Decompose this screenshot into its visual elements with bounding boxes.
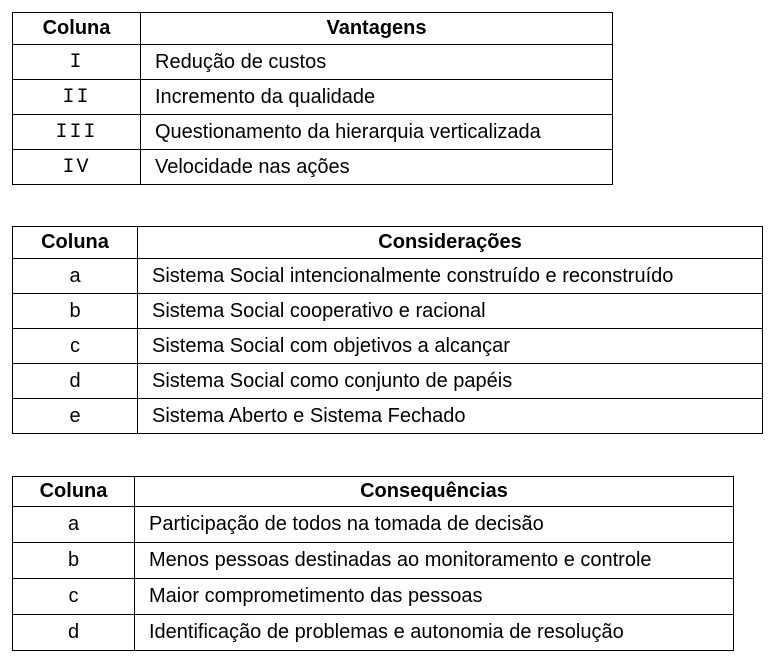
row-text: Identificação de problemas e autonomia de resolução: [135, 615, 734, 651]
table-header-row: [13, 477, 734, 507]
table-row: [13, 115, 613, 150]
row-key: e: [13, 399, 138, 434]
column-header-consequencias: Consequências: [135, 477, 734, 507]
column-header-coluna: Coluna: [13, 477, 135, 507]
table-row: [13, 259, 763, 294]
table-header-row: [13, 227, 763, 259]
row-key: a: [13, 259, 138, 294]
row-key: d: [13, 615, 135, 651]
column-header-coluna: Coluna: [13, 13, 141, 45]
vantagens-table: [12, 12, 613, 185]
column-header-vantagens: Vantagens: [141, 13, 613, 45]
row-text: Sistema Aberto e Sistema Fechado: [138, 399, 763, 434]
row-key: c: [13, 579, 135, 615]
column-header-coluna: Coluna: [13, 227, 138, 259]
row-text: Questionamento da hierarquia verticalizada: [141, 115, 613, 150]
row-key: b: [13, 543, 135, 579]
row-text: Participação de todos na tomada de decisão: [135, 507, 734, 543]
row-key: IV: [13, 150, 141, 185]
table-row: [13, 80, 613, 115]
table-row: [13, 579, 734, 615]
row-text: Menos pessoas destinadas ao monitoramento e controle: [135, 543, 734, 579]
table-row: [13, 507, 734, 543]
row-key: II: [13, 80, 141, 115]
row-text: Incremento da qualidade: [141, 80, 613, 115]
table-row: [13, 294, 763, 329]
row-key: I: [13, 45, 141, 80]
column-header-consideracoes: Considerações: [138, 227, 763, 259]
table-row: [13, 399, 763, 434]
table-row: [13, 615, 734, 651]
consideracoes-table: [12, 226, 763, 434]
table-row: [13, 329, 763, 364]
row-key: d: [13, 364, 138, 399]
row-text: Maior comprometimento das pessoas: [135, 579, 734, 615]
row-key: a: [13, 507, 135, 543]
row-key: III: [13, 115, 141, 150]
row-text: Sistema Social cooperativo e racional: [138, 294, 763, 329]
row-key: b: [13, 294, 138, 329]
row-key: c: [13, 329, 138, 364]
table-row: [13, 45, 613, 80]
consequencias-table: [12, 476, 734, 651]
row-text: Redução de custos: [141, 45, 613, 80]
row-text: Sistema Social como conjunto de papéis: [138, 364, 763, 399]
row-text: Sistema Social intencionalmente construído e reconstruído: [138, 259, 763, 294]
table-header-row: [13, 13, 613, 45]
row-text: Velocidade nas ações: [141, 150, 613, 185]
table-row: [13, 150, 613, 185]
table-row: [13, 364, 763, 399]
row-text: Sistema Social com objetivos a alcançar: [138, 329, 763, 364]
table-row: [13, 543, 734, 579]
